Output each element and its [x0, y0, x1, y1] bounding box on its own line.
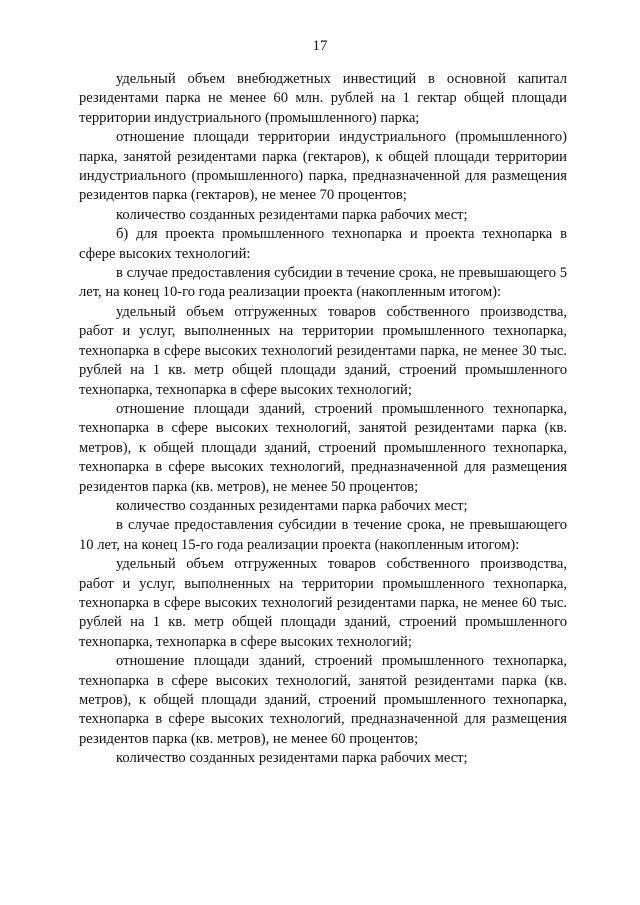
paragraph-7: отношение площади зданий, строений промышленного технопарка, технопарка в сфере высоких технологий, занятой резидентами парка (кв. метров), к общей площади зданий, строений промышленного технопарка, технопарка в сфере высоких технологий, предназначенной для размещения резидентов парка (кв. метров), не менее 50 процентов; — [79, 400, 567, 495]
paragraph-3: количество созданных резидентами парка рабочих мест; — [116, 206, 468, 223]
paragraph-2: отношение площади территории индустриального (промышленного) парка, занятой резидентами парка (гектаров), к общей площади территории индустриального (промышленного) парка, предназначенной для размещения резидентов парка (гектаров), не менее 70 процентов; — [79, 129, 567, 204]
paragraph-9: в случае предоставления субсидии в течение срока, не превышающего 10 лет, на конец 15-го года реализации проекта (накопленным итогом): — [79, 517, 567, 553]
paragraph-1: удельный объем внебюджетных инвестиций в основной капитал резидентами парка не менее 60 млн. рублей на 1 гектар общей площади территории индустриального (промышленного) парка; — [79, 71, 567, 126]
paragraph-6: удельный объем отгруженных товаров собственного производства, работ и услуг, выполненных на территории промышленного технопарка, технопарка в сфере высоких технологий резидентами парка, не менее 30 тыс. рублей на 1 кв. метр общей площади зданий, строений промышленного технопарка, технопарка в сфере высоких технологий; — [79, 303, 567, 398]
document-body — [79, 70, 567, 769]
page-number: 17 — [312, 38, 328, 54]
paragraph-10: удельный объем отгруженных товаров собственного производства, работ и услуг, выполненных на территории промышленного технопарка, технопарка в сфере высоких технологий резидентами парка, не менее 60 тыс. рублей на 1 кв. метр общей площади зданий, строений промышленного технопарка, технопарка в сфере высоких технологий; — [79, 556, 567, 650]
paragraph-4: б) для проекта промышленного технопарка и проекта технопарка в сфере высоких технологий: — [79, 226, 567, 262]
paragraph-11: отношение площади зданий, строений промышленного технопарка, технопарка в сфере высоких технологий, занятой резидентами парка (кв. метров), к общей площади зданий, строений промышленного технопарка, технопарка в сфере высоких технологий, предназначенной для размещения резидентов парка (кв. метров), не менее 60 процентов; — [79, 653, 567, 747]
paragraph-12: количество созданных резидентами парка рабочих мест; — [116, 750, 468, 767]
paragraph-8: количество созданных резидентами парка рабочих мест; — [116, 497, 468, 514]
paragraph-5: в случае предоставления субсидии в течение срока, не превышающего 5 лет, на конец 10-го года реализации проекта (накопленным итогом): — [79, 265, 567, 301]
